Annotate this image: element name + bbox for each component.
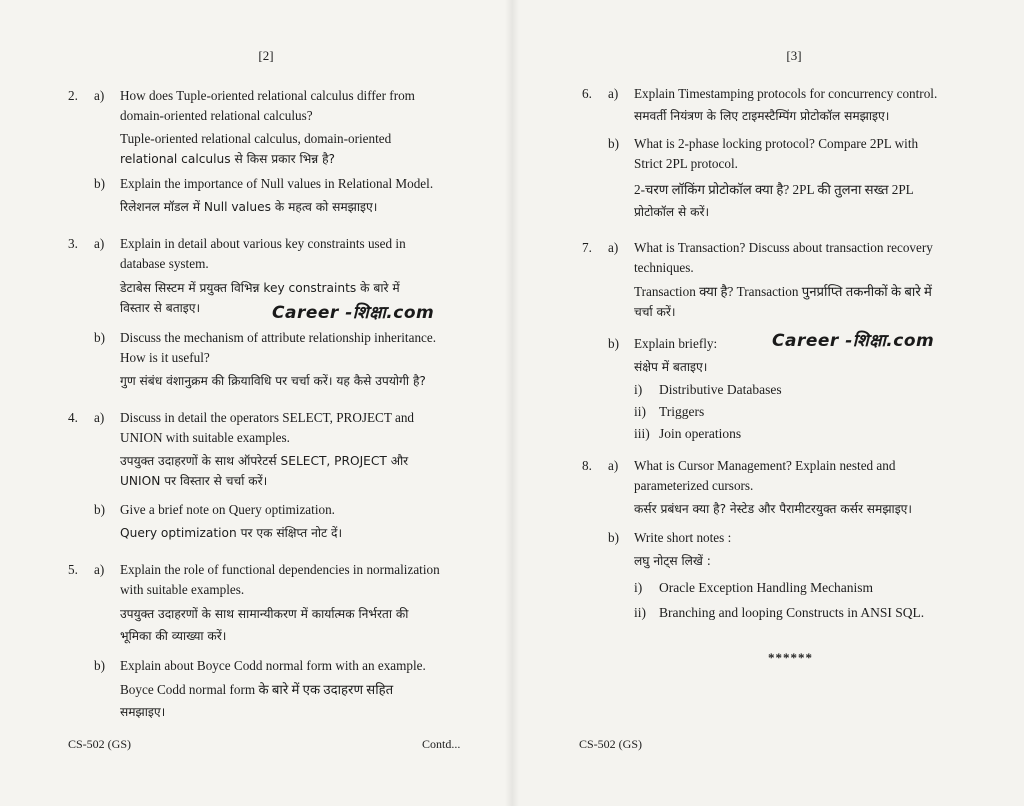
part-label: a) [94,562,105,577]
part-label: b) [94,330,105,345]
question-7a-text: What is Transaction? Discuss about transaction recovery techniques. Transaction क्या है? Transaction पुनर्प्राप्ति तकनीकों के बारे में चर्चा करें। [634,240,933,319]
question-8a-text: What is Cursor Management? Explain nested and parameterized cursors. कर्सर प्रबंधन क्या है? नेस्टेड और पैरामीटरयुक्त कर्सर समझाइए। [634,458,913,516]
question-number: 2. [68,88,78,103]
part-label: a) [94,236,105,251]
part-label: a) [94,88,105,103]
part-label: b) [608,336,619,351]
watermark-logo: Career -शिक्षा.com [272,303,435,323]
footer-code: CS-502 (GS) [579,737,643,751]
question-3a-text: Explain in detail about various key constraints used in database system. डेटाबेस सिस्टम में प्रयुक्त विभिन्न key constraints के बारे में विस्तार से बताइए। [120,236,406,315]
part-label: b) [94,176,105,191]
part-label: b) [608,530,619,545]
question-4a-text: Discuss in detail the operators SELECT, PROJECT and UNION with suitable examples. उपयुक्त उदाहरणों के साथ ऑपरेटर्स SELECT, PROJECT और UNION पर विस्तार से चर्चा करें। [120,410,415,488]
page-number: [2] [258,48,274,63]
question-5a-text: Explain the role of functional dependencies in normalization with suitable examples. उपयुक्त उदाहरणों के साथ सामान्यीकरण में कार्यात्मक निर्भरता की भूमिका की व्याख्या करें। [120,562,440,643]
part-label: a) [94,410,105,425]
question-number: 6. [582,86,592,101]
page-gutter [505,0,519,806]
question-3b-text: Discuss the mechanism of attribute relationship inheritance. How is it useful? गुण संबंध वंशानुक्रम की क्रियाविधि पर चर्चा करें। यह कैसे उपयोगी है? [120,330,437,388]
end-mark: ****** [768,650,813,665]
question-4b-text: Give a brief note on Query optimization. Query optimization पर एक संक्षिप्त नोट दें। [120,502,343,540]
part-label: a) [608,458,619,473]
part-label: b) [608,136,619,151]
part-label: b) [94,502,105,517]
question-6a-text: Explain Timestamping protocols for concurrency control. समवर्ती नियंत्रण के लिए टाइमस्टैम्पिंग प्रोटोकॉल समझाइए। [634,86,938,123]
footer-contd: Contd... [422,737,461,751]
part-label: a) [608,240,619,255]
question-number: 4. [68,410,78,425]
question-number: 8. [582,458,592,473]
question-7b-text: Explain briefly: संक्षेप में बताइए। [634,336,718,374]
question-number: 7. [582,240,592,255]
page-number: [3] [786,48,802,63]
question-2a-text: How does Tuple-oriented relational calculus differ from domain-oriented relational calculus? Tuple-oriented relational calculus, domain-oriented relational calculus से किस प्रकार भिन्न है? [120,88,415,166]
question-6b-text: What is 2-phase locking protocol? Compare 2PL with Strict 2PL protocol. 2-चरण लॉकिंग प्रोटोकॉल क्या है? 2PL की तुलना सख्त 2PL प्रोटोकॉल से करें। [634,136,919,219]
part-label: b) [94,658,105,673]
watermark-logo: Career -शिक्षा.com [772,331,935,351]
question-5b-text: Explain about Boyce Codd normal form with an example. Boyce Codd normal form के बारे में एक उदाहरण सहित समझाइए। [120,658,426,719]
part-label: a) [608,86,619,101]
question-number: 3. [68,236,78,251]
question-2b-text: Explain the importance of Null values in Relational Model. रिलेशनल मॉडल में Null values के महत्व को समझाइए। [120,176,434,214]
question-8b-text: Write short notes : लघु नोट्स लिखें : [634,530,732,568]
question-number: 5. [68,562,78,577]
footer-code: CS-502 (GS) [68,737,132,751]
right-page: [3] 6. a) Explain Timestamping protocols for concurrency control. समवर्ती नियंत्रण के लिए टाइमस्टैम्पिंग प्रोटोकॉल समझाइए। b) What is 2-phase locking protocol? Compare 2PL with Strict 2PL protocol. 2-चरण लॉकिंग प्रोटोकॉल क्या है? 2PL की तुलना सख्त 2PL प्रोटोकॉल से करें। 7. a) What is Transaction? Discuss about transaction recovery techniques. Transaction क्या है? Transaction पुनर्प्राप्ति तकनीकों के बारे में चर्चा करें। b) Explain briefly: संक्षेप में बताइए। Career -शिक्षा.com i) Distributive Databases ii) Triggers iii) Join operations 8. a) What is Cursor Management? Explain nested and parameterized cursors. कर्सर प्रबंधन क्या है? नेस्टेड और पैरामीटरयुक्त कर्सर समझाइए। b) Write short notes : लघु नोट्स लिखें : i) Oracle Exception Handling Mechanism ii) Branching and looping Constructs in ANSI SQL. ****** CS-502 (GS) [512,0,1024,806]
